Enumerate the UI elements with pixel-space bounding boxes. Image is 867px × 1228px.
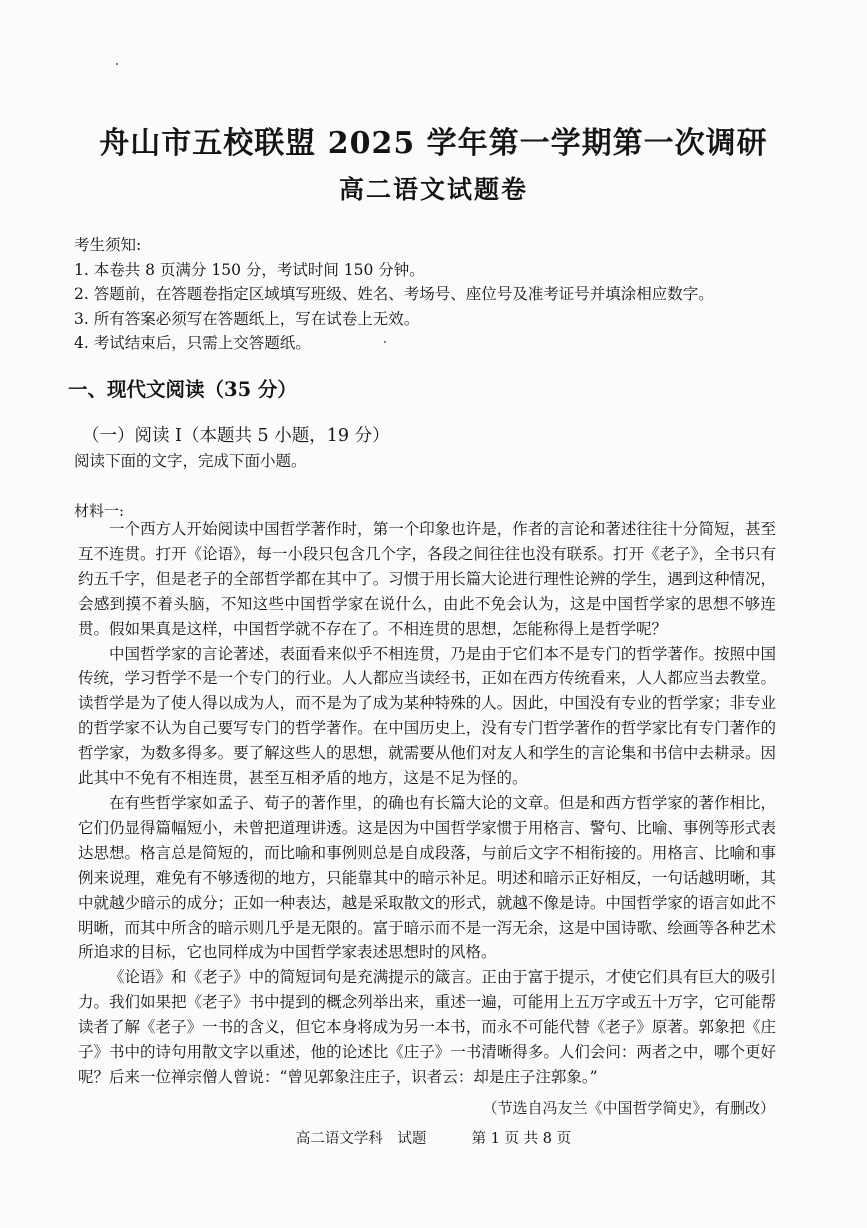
material-paragraph: 《论语》和《老子》中的简短词句是充满提示的箴言。正由于富于提示，才使它们具有巨大的吸引力。我们如果把《老子》书中提到的概念列举出来，重述一遍，可能用上五万字或五十万字，它可能帮读者了解《老子》一书的含义，但它本身将成为另一本书，而永不可能代替《老子》原著。郭象把《庄子》书中的诗句用散文字以重述，他的论述比《庄子》一书清晰得多。人们会问：两者之中，哪个更好呢？后来一位禅宗僧人曾说：“曾见郭象注庄子，识者云：却是庄子注郭象。”: [78, 968, 776, 1086]
candidate-notes: [74, 233, 834, 356]
notes-item: 2. 答题前，在答题卷指定区域填写班级、姓名、考场号、座位号及准考证号并填涂相应数字。: [74, 285, 714, 304]
material-label: 材料一:: [74, 502, 125, 520]
reading-instruction: 阅读下面的文字，完成下面小题。: [74, 452, 307, 470]
footer-subject: 高二语文学科 试题: [295, 1131, 427, 1147]
exam-title: 舟山市五校联盟 2025 学年第一学期第一次调研: [99, 126, 768, 161]
material-source: （节选自冯友兰《中国哲学简史》，有删改）: [482, 1099, 775, 1117]
material-paragraph: 一个西方人开始阅读中国哲学著作时，第一个印象也许是，作者的言论和著述往往十分简短，甚至互不连贯。打开《论语》，每一小段只包含几个字，各段之间往往也没有联系。打开《老子》，全书只有约五千字，但是老子的全部哲学都在其中了。习惯于用长篇大论进行理性论辨的学生，遇到这种情况，会感到摸不着头脑，不知这些中国哲学家在说什么，由此不免会认为，这是中国哲学家的思想不够连贯。假如果真是这样，中国哲学就不存在了。不相连贯的思想，怎能称得上是哲学呢？: [78, 520, 776, 638]
exam-subtitle: 高二语文试题卷: [338, 175, 528, 204]
section-heading: 一、现代文阅读（35 分）: [68, 378, 297, 401]
scan-speck: [116, 63, 118, 65]
reading-sub-heading: （一）阅读 I（本题共 5 小题，19 分）: [82, 426, 390, 446]
notes-item: 1. 本卷共 8 页满分 150 分，考试时间 150 分钟。: [74, 260, 425, 279]
material-paragraph: 在有些哲学家如孟子、荀子的著作里，的确也有长篇大论的文章。但是和西方哲学家的著作相比，它们仍显得篇幅短小，未曾把道理讲透。这是因为中国哲学家惯于用格言、警句、比喻、事例等形式表达思想。格言总是简短的，而比喻和事例则总是自成段落，与前后文字不相衔接的。用格言、比喻和事例来说理，难免有不够透彻的地方，只能靠其中的暗示补足。明述和暗示正好相反，一句话越明晰，其中就越少暗示的成分；正如一种表达，越是采取散文的形式，就越不像是诗。中国哲学家的语言如此不明晰，而其中所含的暗示则几乎是无限的。富于暗示而不是一泻无余，这是中国诗歌、绘画等各种艺术所追求的目标，它也同样成为中国哲学家表述思想时的风格。: [78, 793, 776, 962]
page-footer: [0, 1127, 867, 1148]
notes-item: 4. 考试结束后，只需上交答题纸。: [74, 334, 311, 353]
material-body: [78, 517, 776, 1090]
notes-heading: 考生须知:: [74, 236, 142, 254]
material-paragraph: 中国哲学家的言论著述，表面看来似乎不相连贯，乃是由于它们本不是专门的哲学著作。按照中国传统，学习哲学不是一个专门的行业。人人都应当读经书，正如在西方传统看来，人人都应当去教堂。读哲学是为了使人得以成为人，而不是为了成为某种特殊的人。因此，中国没有专业的哲学家；非专业的哲学家不认为自己要写专门的哲学著作。在中国历史上，没有专门哲学著作的哲学家比有专门著作的哲学家，为数多得多。要了解这些人的思想，就需要从他们对友人和学生的言论集和书信中去耕录。因此其中不免有不相连贯，甚至互相矛盾的地方，这是不足为怪的。: [78, 644, 776, 788]
footer-page-number: 第 1 页 共 8 页: [471, 1131, 572, 1147]
notes-item: 3. 所有答案必须写在答题纸上，写在试卷上无效。: [74, 309, 420, 328]
